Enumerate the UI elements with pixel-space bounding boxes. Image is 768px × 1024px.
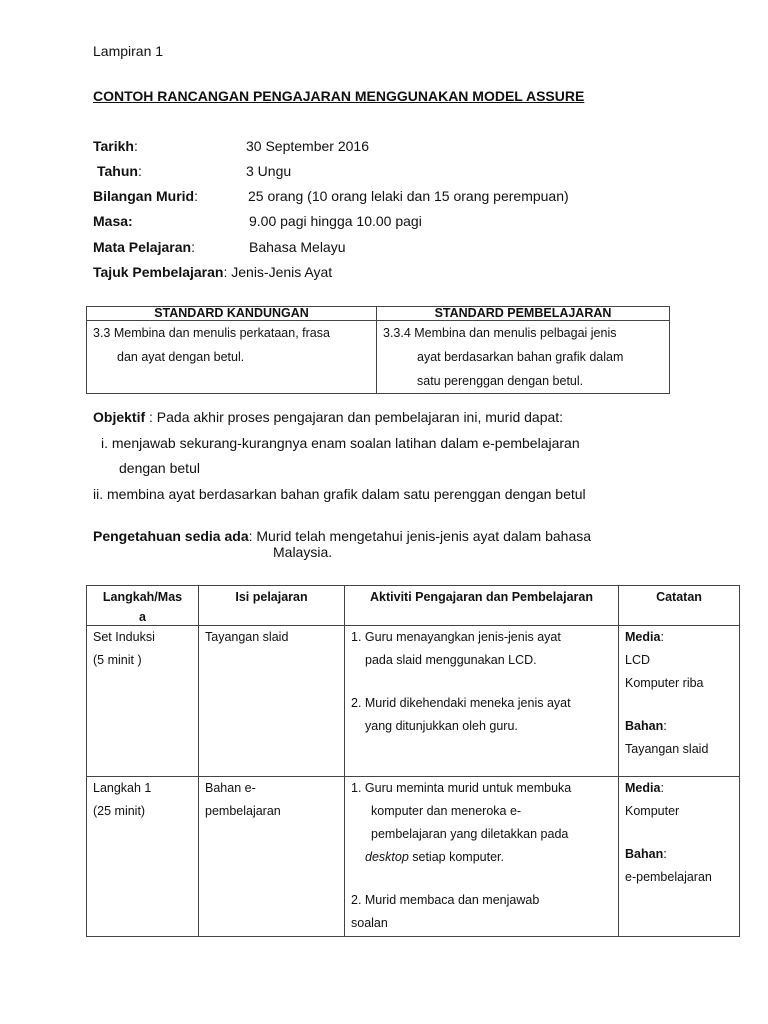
header-content: Isi pelajaran <box>199 586 345 626</box>
header-notes: Catatan <box>619 586 740 626</box>
info-value-topic: Jenis-Jenis Ayat <box>227 264 333 280</box>
content-standard-line1: 3.3 Membina dan menulis perkataan, frasa <box>93 326 330 340</box>
header-activity: Aktiviti Pengajaran dan Pembelajaran <box>345 586 619 626</box>
table-row <box>87 777 740 937</box>
document-title: CONTOH RANCANGAN PENGAJARAN MENGGUNAKAN MODEL ASSURE <box>93 88 585 104</box>
prior-knowledge: Pengetahuan sedia ada: Murid telah mengetahui jenis-jenis ayat dalam bahasa <box>93 528 592 544</box>
table-row <box>87 626 740 777</box>
learning-standard-cell <box>377 321 670 394</box>
info-label-time: Masa: <box>93 213 133 229</box>
info-label-subject: Mata Pelajaran: <box>93 239 195 255</box>
notes-cell: Media: Komputer Bahan: e-pembelajaran <box>619 777 740 937</box>
objective-item-1-cont: dengan betul <box>119 460 200 476</box>
prior-knowledge-cont: Malaysia. <box>273 544 333 560</box>
activity-cell: 1. Guru menayangkan jenis-jenis ayat pada slaid menggunakan LCD. 2. Murid dikehendaki meneka jenis ayat yang ditunjukkan oleh guru. <box>345 626 619 777</box>
notes-cell: Media: LCD Komputer riba Bahan: Tayangan slaid <box>619 626 740 777</box>
learning-standard-line3: satu perenggan dengan betul. <box>417 374 584 388</box>
appendix-label: Lampiran 1 <box>93 43 164 59</box>
learning-standard-line1: 3.3.4 Membina dan menulis pelbagai jenis <box>383 326 617 340</box>
standards-table <box>86 306 670 394</box>
info-label-year: Tahun: <box>97 163 142 179</box>
objective-intro: Objektif : Pada akhir proses pengajaran dan pembelajaran ini, murid dapat: <box>93 409 564 425</box>
header-content-standard: STANDARD KANDUNGAN <box>87 307 377 321</box>
content-cell: Bahan e- pembelajaran <box>199 777 345 937</box>
info-value-year: 3 Ungu <box>246 163 292 179</box>
info-label-students: Bilangan Murid: <box>93 188 199 204</box>
step-cell: Set Induksi (5 minit ) <box>87 626 199 777</box>
info-value-subject: Bahasa Melayu <box>249 239 346 255</box>
info-value-time: 9.00 pagi hingga 10.00 pagi <box>249 213 422 229</box>
activity-cell: 1. Guru meminta murid untuk membuka komputer dan meneroka e- pembelajaran yang diletakkan pada desktop setiap komputer. 2. Murid membaca dan menjawab soalan <box>345 777 619 937</box>
objective-item-1: i. menjawab sekurang-kurangnya enam soalan latihan dalam e-pembelajaran <box>101 435 580 451</box>
info-value-date: 30 September 2016 <box>246 138 369 154</box>
content-standard-cell <box>87 321 377 394</box>
objective-label: Objektif <box>93 409 146 425</box>
objective-item-2: ii. membina ayat berdasarkan bahan grafik dalam satu perenggan dengan betul <box>93 486 586 502</box>
lesson-plan-table <box>86 585 740 937</box>
prior-knowledge-label: Pengetahuan sedia ada <box>93 528 249 544</box>
info-label-date: Tarikh: <box>93 138 138 154</box>
content-cell: Tayangan slaid <box>199 626 345 777</box>
content-standard-line2: dan ayat dengan betul. <box>117 350 245 364</box>
learning-standard-line2: ayat berdasarkan bahan grafik dalam <box>417 350 624 364</box>
step-cell: Langkah 1 (25 minit) <box>87 777 199 937</box>
info-label-topic: Tajuk Pembelajaran: Jenis-Jenis Ayat <box>93 264 333 280</box>
header-learning-standard: STANDARD PEMBELAJARAN <box>377 307 670 321</box>
header-step: Langkah/Mas a <box>87 586 199 626</box>
info-value-students: 25 orang (10 orang lelaki dan 15 orang perempuan) <box>248 188 569 204</box>
